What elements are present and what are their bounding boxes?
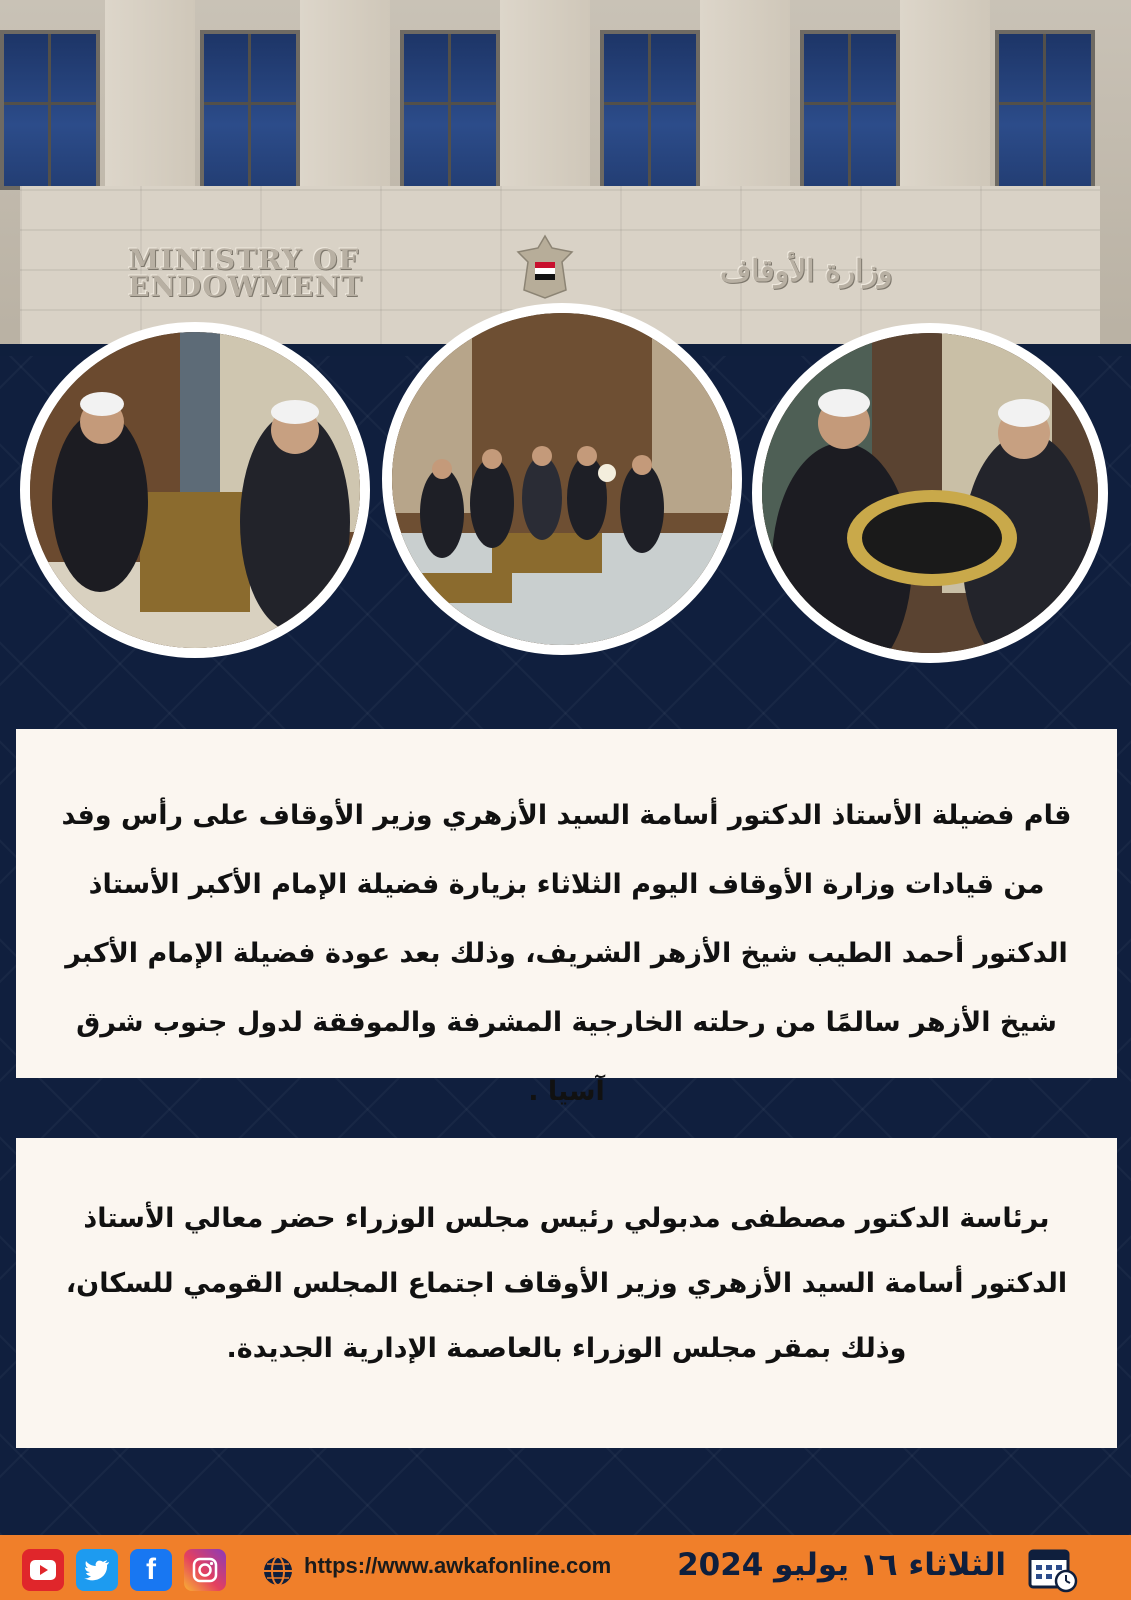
- calendar-icon: [1028, 1545, 1078, 1593]
- header-building-image: [0, 0, 1131, 352]
- photo-circle-right: [752, 323, 1108, 663]
- building-window: [200, 30, 300, 190]
- building-window: [995, 30, 1095, 190]
- building-window: [800, 30, 900, 190]
- instagram-icon[interactable]: [184, 1549, 226, 1591]
- building-window: [400, 30, 500, 190]
- news-card-2: [16, 1138, 1117, 1448]
- twitter-icon[interactable]: [76, 1549, 118, 1591]
- ministry-sign-arabic: وزارة الأوقاف: [720, 254, 893, 289]
- building-column: [300, 0, 390, 200]
- news-card-2-text: برئاسة الدكتور مصطفى مدبولي رئيس مجلس الوزراء حضر معالي الأستاذ الدكتور أسامة السيد الأزهري وزير الأوقاف اجتماع المجلس القومي للسكان، وذلك بمقر مجلس الوزراء بالعاصمة الإدارية الجديدة.: [65, 1203, 1068, 1364]
- building-window: [600, 30, 700, 190]
- photo-circle-center: [382, 303, 742, 655]
- building-window: [0, 30, 100, 190]
- footer-bar: [0, 1535, 1131, 1600]
- website-link[interactable]: https://www.awkafonline.com: [304, 1553, 612, 1578]
- ministry-sign-english: MINISTRY OF ENDOWMENT: [128, 243, 363, 303]
- globe-icon: [262, 1555, 294, 1587]
- publish-date: الثلاثاء ١٦ يوليو 2024: [677, 1547, 1006, 1583]
- facebook-icon[interactable]: f: [130, 1549, 172, 1591]
- building-column: [500, 0, 590, 200]
- building-column: [105, 0, 195, 200]
- news-card-1-text: قام فضيلة الأستاذ الدكتور أسامة السيد الأزهري وزير الأوقاف على رأس وفد من قيادات وزارة الأوقاف اليوم الثلاثاء بزيارة فضيلة الإمام الأكبر الأستاذ الدكتور أحمد الطيب شيخ الأزهر الشريف، وذلك بعد عودة فضيلة الإمام الأكبر شيخ الأزهر سالمًا من رحلته الخارجية المشرفة والموفقة لدول جنوب شرق آسيا .: [61, 800, 1072, 1107]
- youtube-icon[interactable]: [22, 1549, 64, 1591]
- building-column: [900, 0, 990, 200]
- building-column: [700, 0, 790, 200]
- eagle-emblem-icon: [510, 232, 580, 302]
- photo-circle-left: [20, 322, 370, 658]
- news-card-1: [16, 729, 1117, 1107]
